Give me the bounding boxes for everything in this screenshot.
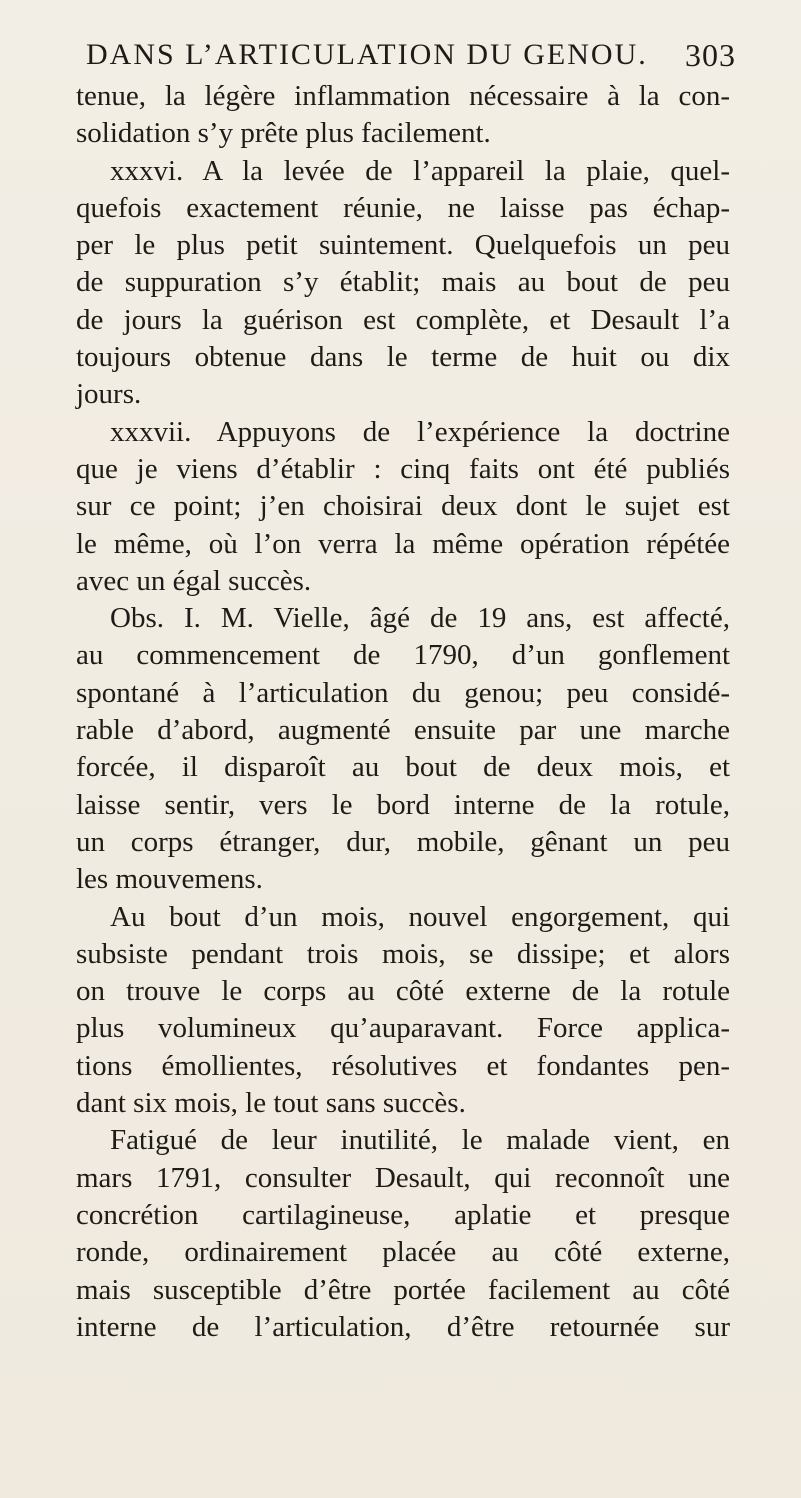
text-line: interne de l’articulation, d’être retournée sur <box>76 1310 730 1343</box>
text-line: forcée, il disparoît au bout de deux mois, et <box>76 751 730 784</box>
text-line: jours. <box>76 378 142 411</box>
text-line: xxxvii. Appuyons de l’expérience la doctrine <box>110 415 730 448</box>
text-line: ronde, ordinairement placée au côté externe, <box>76 1236 730 1269</box>
text-line: mais susceptible d’être portée facilement au côté <box>76 1273 730 1306</box>
text-line: mars 1791, consulter Desault, qui reconnoît une <box>76 1161 730 1194</box>
text-line: laisse sentir, vers le bord interne de la rotule, <box>76 788 730 821</box>
text-line: on trouve le corps au côté externe de la rotule <box>76 975 730 1008</box>
text-line: les mouvemens. <box>76 863 263 896</box>
text-line: avec un égal succès. <box>76 564 312 597</box>
text-line: au commencement de 1790, d’un gonflement <box>76 639 730 672</box>
text-line: Au bout d’un mois, nouvel engorgement, qui <box>110 900 730 933</box>
text-line: subsiste pendant trois mois, se dissipe; et alors <box>76 937 730 970</box>
text-line: tions émollientes, résolutives et fondantes pen- <box>76 1049 730 1082</box>
text-line: de jours la guérison est complète, et Desault l’a <box>76 303 730 336</box>
text-line: xxxvi. A la levée de l’appareil la plaie, quel- <box>110 154 730 187</box>
running-title: DANS L’ARTICULATION DU GENOU. <box>86 38 648 71</box>
text-line: per le plus petit suintement. Quelquefois un peu <box>76 229 730 262</box>
text-line: que je viens d’établir : cinq faits ont été publiés <box>76 452 730 485</box>
body-text <box>76 78 730 1346</box>
text-line: rable d’abord, augmenté ensuite par une marche <box>76 714 730 747</box>
text-line: toujours obtenue dans le terme de huit ou dix <box>76 341 730 374</box>
text-line: quefois exactement réunie, ne laisse pas échap- <box>76 191 730 224</box>
text-line: un corps étranger, dur, mobile, gênant un peu <box>76 825 730 858</box>
text-line: Obs. I. M. Vielle, âgé de 19 ans, est affecté, <box>110 602 730 635</box>
text-line: solidation s’y prête plus facilement. <box>76 117 491 150</box>
text-line: Fatigué de leur inutilité, le malade vient, en <box>110 1124 730 1157</box>
text-line: plus volumineux qu’auparavant. Force applica- <box>76 1012 730 1045</box>
page-number: 303 <box>685 36 736 73</box>
text-line: concrétion cartilagineuse, aplatie et presque <box>76 1198 730 1231</box>
running-head <box>86 34 736 76</box>
text-line: tenue, la légère inflammation nécessaire à la con- <box>76 80 730 112</box>
text-line: sur ce point; j’en choisirai deux dont le sujet est <box>76 490 730 523</box>
text-line: de suppuration s’y établit; mais au bout de peu <box>76 266 730 299</box>
text-line: le même, où l’on verra la même opération répétée <box>76 527 730 560</box>
text-line: spontané à l’articulation du genou; peu considé- <box>76 676 730 709</box>
text-line: dant six mois, le tout sans succès. <box>76 1087 466 1120</box>
